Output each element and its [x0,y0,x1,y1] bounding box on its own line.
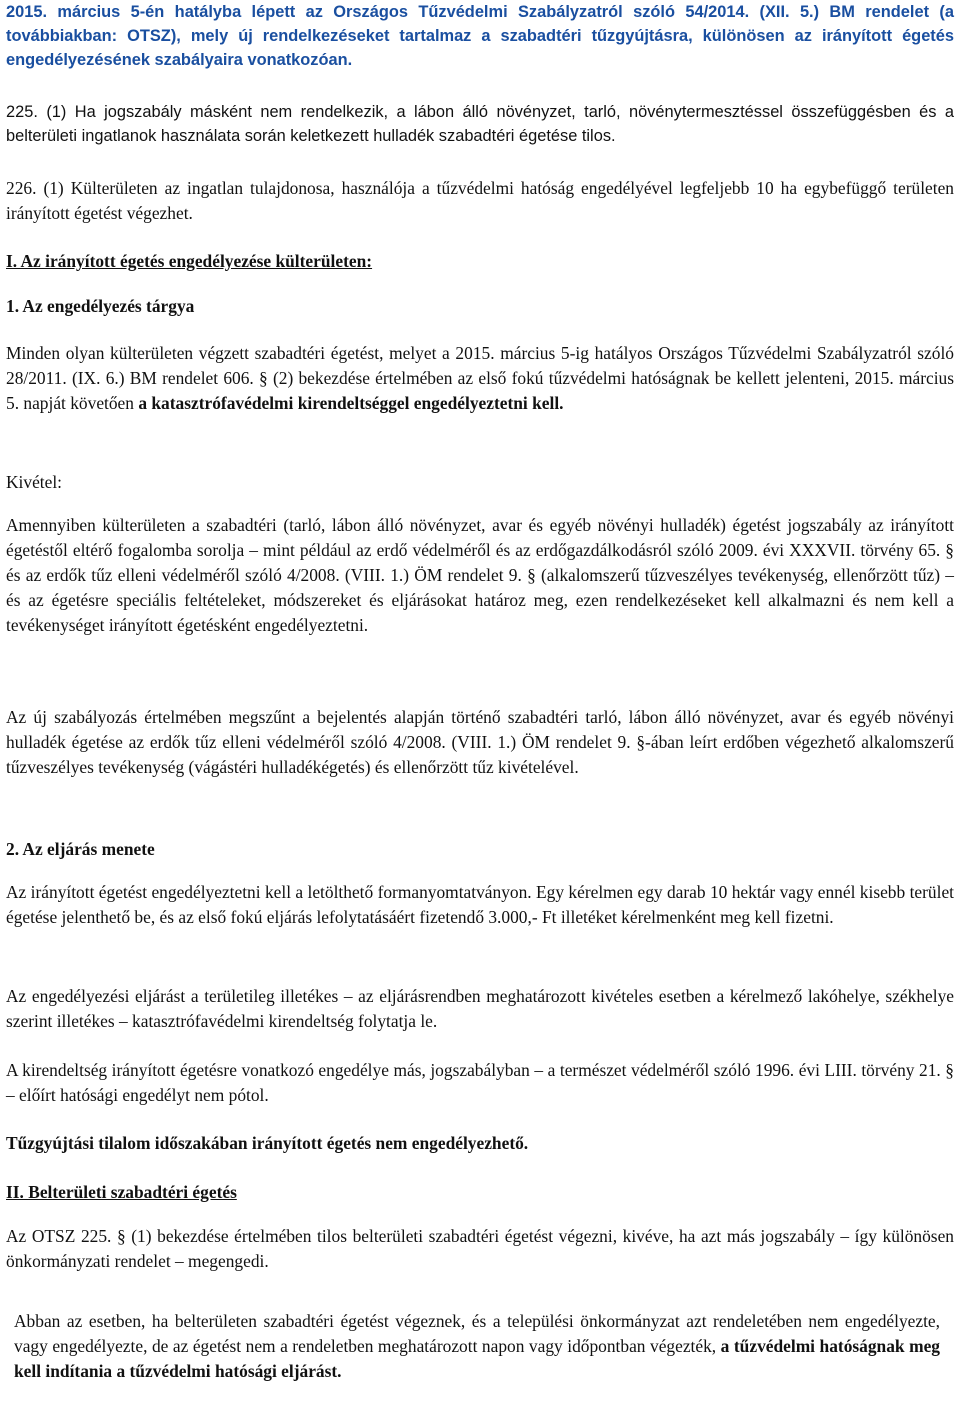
procedure-paragraph-2: Az engedélyezési eljárást a területileg illetékes – az eljárásrendben meghatározott kivételes esetben a kérelmező lakóhelye, székhelye szerint illetékes – katasztrófavédelmi kirendeltség folytatja le. [6,986,954,1031]
section-225-text: (1) Ha jogszabály másként nem rendelkezik, a lábon álló növényzet, tarló, növénytermesztéssel összefüggésben és a belterületi ingatlanok használata során keletkezett hulladék szabadtéri égetése tilos. [6,103,954,145]
internal-paragraph-2-bold: a tűzvédelmi hatóságnak meg kell indítania a tűzvédelmi hatósági eljárást. [14,1336,940,1381]
procedure-paragraph-3: A kirendeltség irányított égetésre vonatkozó engedélye más, jogszabályban – a természet védelméről szóló 1996. évi LIII. törvény 21. § – előírt hatósági engedélyt nem pótol. [6,1060,954,1105]
paragraph-subject [6,341,954,416]
procedure-paragraph-1: Az irányított égetést engedélyeztetni kell a letölthető formanyomtatványon. Egy kérelmen egy darab 10 hektár vagy ennél kisebb terület égetése jelenthető be, és az első fokú eljárás lefolytatásáért fizetendő 3.000,- Ft illetéket kérelmenként meg kell fizetni. [6,882,954,927]
subheading-subject: 1. Az engedélyezés tárgya [6,296,195,316]
section-226-text: (1) Külterületen az ingatlan tulajdonosa, használója a tűzvédelmi hatóság engedélyével legfeljebb 10 ha egybefüggő területen irányított égetést végezhet. [6,178,955,223]
section-226 [6,176,954,226]
exception-paragraph-1: Amennyiben külterületen a szabadtéri (tarló, lábon álló növényzet, avar és egyéb növényi hulladék) égetést jogszabály az irányított égetéstől eltérő fogalomba sorolja – mint például az erdő védelméről és az erdőgazdálkodásról szóló 2009. évi XXXVII. törvény 65. § és az erdők tűz elleni védelméről szóló 4/2008. (VIII. 1.) ÖM rendelet 9. § (alkalomszerű tűzveszélyes tevékenység, ellenőrzött tűz) – és az égetésre speciális feltételeket, módszereket és eljárásokat határoz meg, ezen rendelkezéseket kell alkalmazni és nem kell a tevékenységet irányított égetésként engedélyeztetni. [6,515,954,635]
internal-paragraph-1: Az OTSZ 225. § (1) bekezdése értelmében tilos belterületi szabadtéri égetést végezni, kivéve, ha azt más jogszabály – így különösen önkormányzati rendelet – megengedi. [6,1226,954,1271]
section-225-number: 225. [6,103,47,121]
exception-heading: Kivétel: [6,472,63,492]
intro-paragraph: 2015. március 5-én hatályba lépett az Országos Tűzvédelmi Szabályzatról szóló 54/2014. (XII. 5.) BM rendelet (a továbbiakban: OTSZ), mely új rendelkezéseket tartalmaz a szabadtéri tűzgyújtásra, különösen az irányított égetés engedélyezésének szabályaira vonatkozóan. [6,3,954,69]
ban-period-note: Tűzgyújtási tilalom időszakában irányított égetés nem engedélyezhető. [6,1133,529,1153]
subheading-procedure: 2. Az eljárás menete [6,839,155,859]
paragraph-subject-bold: a katasztrófavédelmi kirendeltséggel engedélyeztetni kell. [138,393,564,413]
internal-paragraph-2-text: Abban az esetben, ha belterületen szabadtéri égetést végeznek, és a települési önkormányzat azt rendeletében nem engedélyezte, vagy engedélyezte, de az égetést nem a rendeletben meghatározott napon vagy időpontban végezték, [14,1311,940,1356]
paragraph-subject-text: Minden olyan külterületen végzett szabadtéri égetést, melyet a 2015. március 5-ig hatályos Országos Tűzvédelmi Szabályzatról szóló 28/2011. (IX. 6.) BM rendelet 606. § (2) bekezdése értelmében az első fokú tűzvédelmi hatóságnak be kellett jelenteni, 2015. március 5. napját követően [6,343,954,413]
internal-paragraph-2 [14,1309,940,1384]
section-226-number: 226. [6,178,44,198]
heading-external-area: I. Az irányított égetés engedélyezése külterületen: [6,251,373,271]
exception-paragraph-2: Az új szabályozás értelmében megszűnt a bejelentés alapján történő szabadtéri tarló, lábon álló növényzet, avar és egyéb növényi hulladék égetése az erdők tűz elleni védelméről szóló 4/2008. (VIII. 1.) ÖM rendelet 9. §-ában leírt erdőben végezhető alkalomszerű tűzveszélyes tevékenység (vágástéri hulladékégetés) és ellenőrzött tűz kivételével. [6,707,954,777]
heading-internal-area: II. Belterületi szabadtéri égetés [6,1182,237,1202]
section-225 [6,100,954,148]
